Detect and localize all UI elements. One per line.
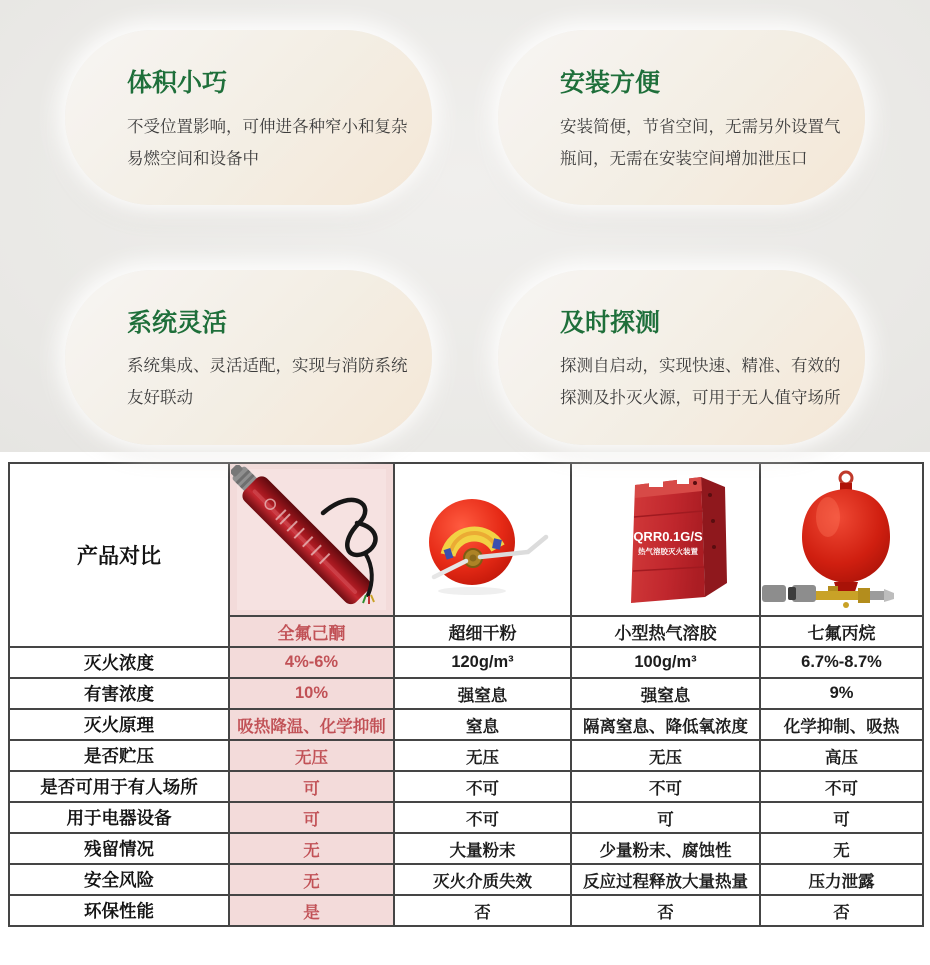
table-row-occupied-areas: [9, 771, 923, 802]
value-cell: 4%-6%: [229, 647, 394, 678]
row-label: 安全风险: [9, 864, 229, 895]
product-image-cell: [229, 463, 394, 616]
value-cell: 可: [229, 771, 394, 802]
value-cell: 10%: [229, 678, 394, 709]
value-cell: 大量粉末: [394, 833, 571, 864]
table-row-environmental: [9, 895, 923, 926]
product-name: 超细干粉: [394, 616, 571, 647]
features-section: [0, 0, 930, 452]
feature-body: 不受位置影响，可伸进各种窄小和复杂易燃空间和设备中: [127, 117, 408, 168]
value-cell: 100g/m³: [571, 647, 760, 678]
value-cell: 高压: [760, 740, 923, 771]
value-cell: 无: [760, 833, 923, 864]
table-row-residue: [9, 833, 923, 864]
product-name: 小型热气溶胶: [571, 616, 760, 647]
table-row-stored-pressure: [9, 740, 923, 771]
value-cell: 窒息: [394, 709, 571, 740]
feature-card-compact-size: [65, 30, 432, 205]
product-image-cell: [394, 463, 571, 616]
feature-title: 体积小巧: [127, 69, 228, 97]
product-name: 全氟己酮: [229, 616, 394, 647]
value-cell: 无压: [571, 740, 760, 771]
feature-card-flexible-system: [65, 270, 432, 445]
value-cell: 强窒息: [571, 678, 760, 709]
value-cell: 化学抑制、吸热: [760, 709, 923, 740]
row-label: 是否可用于有人场所: [9, 771, 229, 802]
value-cell: 强窒息: [394, 678, 571, 709]
value-cell: 压力泄露: [760, 864, 923, 895]
value-cell: 否: [760, 895, 923, 926]
product-image-row: [9, 463, 923, 616]
value-cell: 不可: [394, 802, 571, 833]
value-cell: 不可: [760, 771, 923, 802]
value-cell: 120g/m³: [394, 647, 571, 678]
table-row-safety-risk: [9, 864, 923, 895]
feature-title: 系统灵活: [127, 308, 228, 337]
value-cell: 可: [229, 802, 394, 833]
feature-title: 及时探测: [560, 308, 661, 337]
hanging-tank-device-image: [762, 465, 921, 614]
box-caption-text: 热气溶胶灭火装置: [638, 547, 698, 556]
feature-card-easy-install: [498, 30, 865, 205]
product-image-cell: [760, 463, 923, 616]
value-cell: 否: [394, 895, 571, 926]
table-row-extinguishing-principle: [9, 709, 923, 740]
feature-body: 探测自启动，实现快速、精准、有效的探测及扑灭火源，可用于无人值守场所: [560, 357, 841, 408]
feature-title: 安装方便: [560, 69, 661, 97]
perfluorohexanone-strip-device-image: [231, 465, 392, 614]
product-image-cell: [571, 463, 760, 616]
feature-body: 系统集成、灵活适配，实现与消防系统友好联动: [127, 357, 408, 408]
value-cell: 可: [760, 802, 923, 833]
dry-powder-ball-image: [396, 465, 569, 614]
value-cell: 否: [571, 895, 760, 926]
row-label: 是否贮压: [9, 740, 229, 771]
value-cell: 可: [571, 802, 760, 833]
value-cell: 吸热降温、化学抑制: [229, 709, 394, 740]
value-cell: 少量粉末、腐蚀性: [571, 833, 760, 864]
product-name: 七氟丙烷: [760, 616, 923, 647]
row-label: 灭火原理: [9, 709, 229, 740]
value-cell: 灭火介质失效: [394, 864, 571, 895]
value-cell: 反应过程释放大量热量: [571, 864, 760, 895]
value-cell: 是: [229, 895, 394, 926]
table-row-extinguishing-concentration: [9, 647, 923, 678]
feature-card-timely-detection: [498, 270, 865, 445]
comparison-section: [0, 452, 930, 941]
row-label: 灭火浓度: [9, 647, 229, 678]
value-cell: 无压: [394, 740, 571, 771]
comparison-table: [8, 462, 924, 927]
row-label: 有害浓度: [9, 678, 229, 709]
box-model-text: QRR0.1G/S: [633, 529, 703, 544]
row-label: 用于电器设备: [9, 802, 229, 833]
value-cell: 无压: [229, 740, 394, 771]
table-row-electrical-equipment: [9, 802, 923, 833]
value-cell: 不可: [394, 771, 571, 802]
value-cell: 隔离窒息、降低氧浓度: [571, 709, 760, 740]
row-label: 残留情况: [9, 833, 229, 864]
aerosol-box-device-image: [573, 465, 758, 614]
feature-body: 安装简便，节省空间，无需另外设置气瓶间，无需在安装空间增加泄压口: [560, 117, 841, 168]
table-row-harmful-concentration: [9, 678, 923, 709]
row-label: 环保性能: [9, 895, 229, 926]
value-cell: 不可: [571, 771, 760, 802]
table-corner-label: 产品对比: [9, 463, 229, 647]
value-cell: 无: [229, 833, 394, 864]
value-cell: 6.7%-8.7%: [760, 647, 923, 678]
value-cell: 9%: [760, 678, 923, 709]
value-cell: 无: [229, 864, 394, 895]
